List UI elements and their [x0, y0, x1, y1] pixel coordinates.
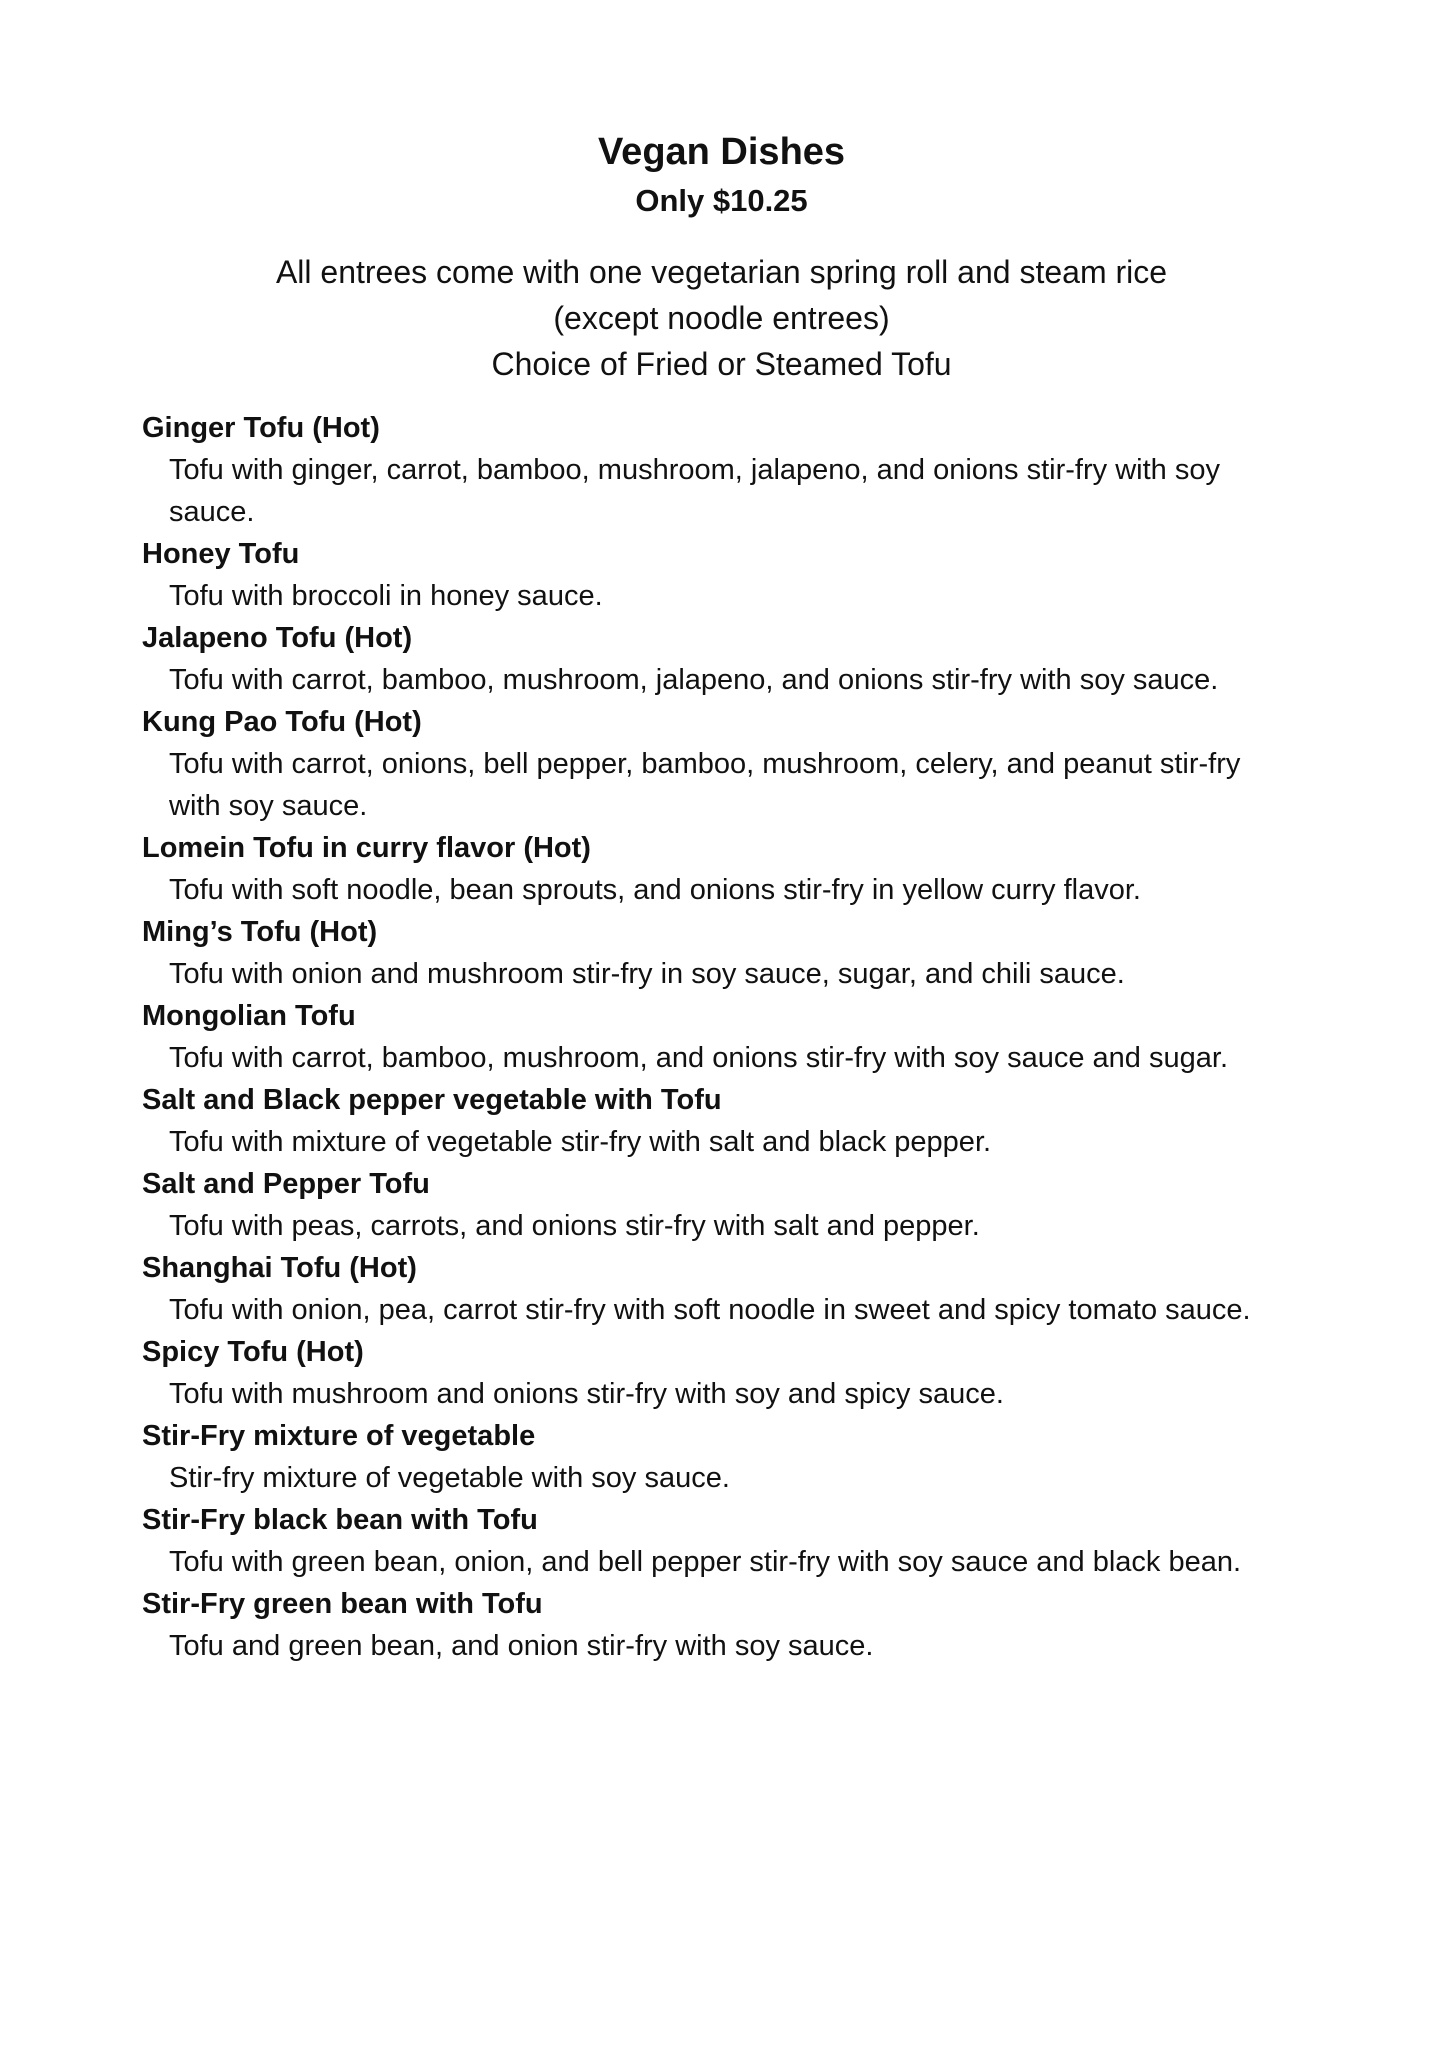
- menu-item: [142, 1163, 1302, 1247]
- menu-item: [142, 1247, 1302, 1331]
- menu-item-name: Stir-Fry black bean with Tofu: [142, 1504, 538, 1536]
- page-title: Vegan Dishes: [597, 131, 846, 173]
- menu-item-description: Tofu with green bean, onion, and bell pepper stir-fry with soy sauce and black bean.: [169, 1546, 1242, 1578]
- menu-item-name: Mongolian Tofu: [142, 1000, 356, 1032]
- menu-item: [142, 1583, 1302, 1667]
- menu-item: [142, 617, 1302, 701]
- menu-item: [142, 1415, 1302, 1499]
- menu-item-description: Tofu and green bean, and onion stir-fry with soy sauce.: [169, 1630, 874, 1662]
- menu-item-name: Kung Pao Tofu (Hot): [142, 706, 422, 738]
- menu-item-name: Ming’s Tofu (Hot): [142, 916, 378, 948]
- menu-item-description: Tofu with mixture of vegetable stir-fry with salt and black pepper.: [169, 1126, 992, 1158]
- menu-item-description: Tofu with carrot, bamboo, mushroom, jalapeno, and onions stir-fry with soy sauce.: [169, 664, 1219, 696]
- menu-item-description: Tofu with mushroom and onions stir-fry with soy and spicy sauce.: [169, 1378, 1004, 1410]
- menu-item: [142, 533, 1302, 617]
- menu-item: [142, 407, 1302, 533]
- menu-item-name: Ginger Tofu (Hot): [142, 412, 380, 444]
- intro-line: All entrees come with one vegetarian spring roll and steam rice: [275, 254, 1168, 290]
- menu-item-name: Stir-Fry green bean with Tofu: [142, 1588, 543, 1620]
- menu-item-description: Tofu with soft noodle, bean sprouts, and onions stir-fry in yellow curry flavor.: [169, 874, 1141, 906]
- price-subtitle: Only $10.25: [635, 183, 808, 218]
- menu-item-name: Salt and Pepper Tofu: [142, 1168, 430, 1200]
- menu-item-description: Stir-fry mixture of vegetable with soy sauce.: [169, 1462, 730, 1494]
- menu-item-name: Shanghai Tofu (Hot): [142, 1252, 417, 1284]
- menu-item-description: Tofu with broccoli in honey sauce.: [169, 580, 603, 612]
- menu-item-description: Tofu with carrot, bamboo, mushroom, and onions stir-fry with soy sauce and sugar.: [169, 1042, 1228, 1074]
- menu-item: [142, 1499, 1302, 1583]
- menu-item-description: Tofu with ginger, carrot, bamboo, mushroom, jalapeno, and onions stir-fry with soy sauce.: [169, 454, 1220, 528]
- menu-item: [142, 1079, 1302, 1163]
- menu-item: [142, 995, 1302, 1079]
- menu-item: [142, 911, 1302, 995]
- menu-item-description: Tofu with onion, pea, carrot stir-fry with soft noodle in sweet and spicy tomato sauce.: [169, 1294, 1251, 1326]
- menu-list: [142, 407, 1302, 1667]
- menu-item-name: Spicy Tofu (Hot): [142, 1336, 364, 1368]
- intro-line: (except noodle entrees): [553, 300, 890, 336]
- menu-item-name: Jalapeno Tofu (Hot): [142, 622, 413, 654]
- menu-item-name: Salt and Black pepper vegetable with Tofu: [142, 1084, 722, 1116]
- menu-item-description: Tofu with peas, carrots, and onions stir-fry with salt and pepper.: [169, 1210, 980, 1242]
- menu-item-name: Lomein Tofu in curry flavor (Hot): [142, 832, 591, 864]
- menu-item: [142, 701, 1302, 827]
- menu-item: [142, 1331, 1302, 1415]
- intro-text: [0, 249, 1443, 387]
- menu-item-name: Stir-Fry mixture of vegetable: [142, 1420, 536, 1452]
- menu-item: [142, 827, 1302, 911]
- intro-line: Choice of Fried or Steamed Tofu: [491, 346, 952, 382]
- menu-item-description: Tofu with carrot, onions, bell pepper, bamboo, mushroom, celery, and peanut stir-fry with soy sauce.: [169, 748, 1241, 822]
- menu-item-name: Honey Tofu: [142, 538, 300, 570]
- menu-item-description: Tofu with onion and mushroom stir-fry in soy sauce, sugar, and chili sauce.: [169, 958, 1125, 990]
